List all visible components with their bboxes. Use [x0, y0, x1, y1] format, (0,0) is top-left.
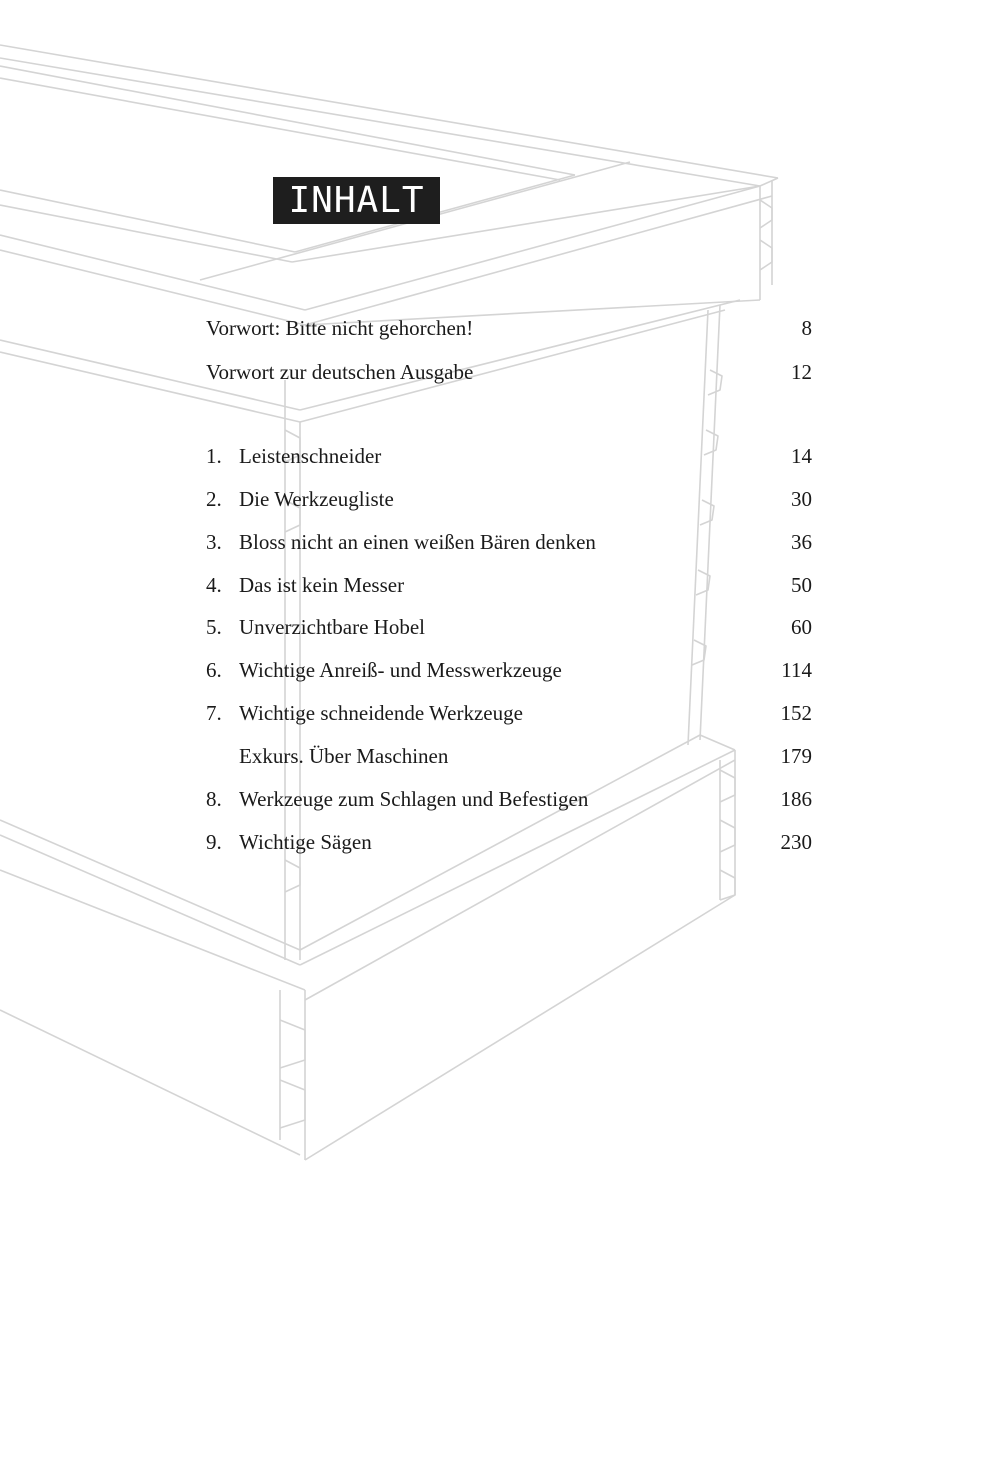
toc-row[interactable]	[206, 527, 812, 557]
toc-label: Die Werkzeugliste	[239, 487, 394, 511]
toc-row[interactable]	[206, 441, 812, 471]
toc-chapter-number: 5.	[206, 615, 222, 639]
toc-page-number: 230	[780, 830, 812, 854]
toc-page-number: 50	[791, 573, 812, 597]
toc-label: Wichtige Anreiß- und Messwerkzeuge	[239, 658, 562, 682]
toc-row[interactable]	[206, 655, 812, 685]
toc-label: Vorwort zur deutschen Ausgabe	[206, 360, 474, 384]
toc-label: Leistenschneider	[239, 444, 382, 468]
toc-label: Werkzeuge zum Schlagen und Befestigen	[239, 787, 589, 811]
toc-chapter-number: 2.	[206, 487, 222, 511]
title-box	[273, 177, 440, 224]
toc-label: Wichtige Sägen	[239, 830, 372, 854]
toc-page-number: 36	[791, 530, 812, 554]
toc-label: Exkurs. Über Maschinen	[239, 744, 449, 768]
toc-row[interactable]	[206, 612, 812, 642]
toc-page-number: 60	[791, 615, 812, 639]
toc-row[interactable]	[206, 570, 812, 600]
toc-label: Wichtige schneidende Werkzeuge	[239, 701, 523, 725]
toc-chapter-number: 6.	[206, 658, 222, 682]
toc-row[interactable]	[206, 698, 812, 728]
toc-chapter-number: 4.	[206, 573, 222, 597]
toc-chapter-number: 3.	[206, 530, 222, 554]
toc-row[interactable]	[206, 357, 812, 387]
toc-page-number: 114	[781, 658, 812, 682]
toc-page-number: 30	[791, 487, 812, 511]
toc-chapter-number: 7.	[206, 701, 222, 725]
toc-row[interactable]	[206, 484, 812, 514]
page-title: INHALT	[288, 179, 425, 221]
toc-page-number: 12	[791, 360, 812, 384]
toc-chapter-number: 8.	[206, 787, 222, 811]
toc-label: Unverzichtbare Hobel	[239, 615, 425, 639]
toc-row[interactable]	[206, 741, 812, 771]
toc-label: Vorwort: Bitte nicht gehorchen!	[206, 316, 474, 340]
toc-label: Das ist kein Messer	[239, 573, 405, 597]
toc-row[interactable]	[206, 313, 812, 343]
toc-page-number: 152	[780, 701, 812, 725]
toc-row[interactable]	[206, 784, 812, 814]
toc-row[interactable]	[206, 827, 812, 857]
toc-page-number: 179	[780, 744, 812, 768]
toc-chapter-number: 9.	[206, 830, 222, 854]
toc-page-number: 186	[780, 787, 812, 811]
toc-page-number: 8	[801, 316, 812, 340]
toc-label: Bloss nicht an einen weißen Bären denken	[239, 530, 596, 554]
toc-chapter-number: 1.	[206, 444, 222, 468]
toc-page-number: 14	[791, 444, 812, 468]
